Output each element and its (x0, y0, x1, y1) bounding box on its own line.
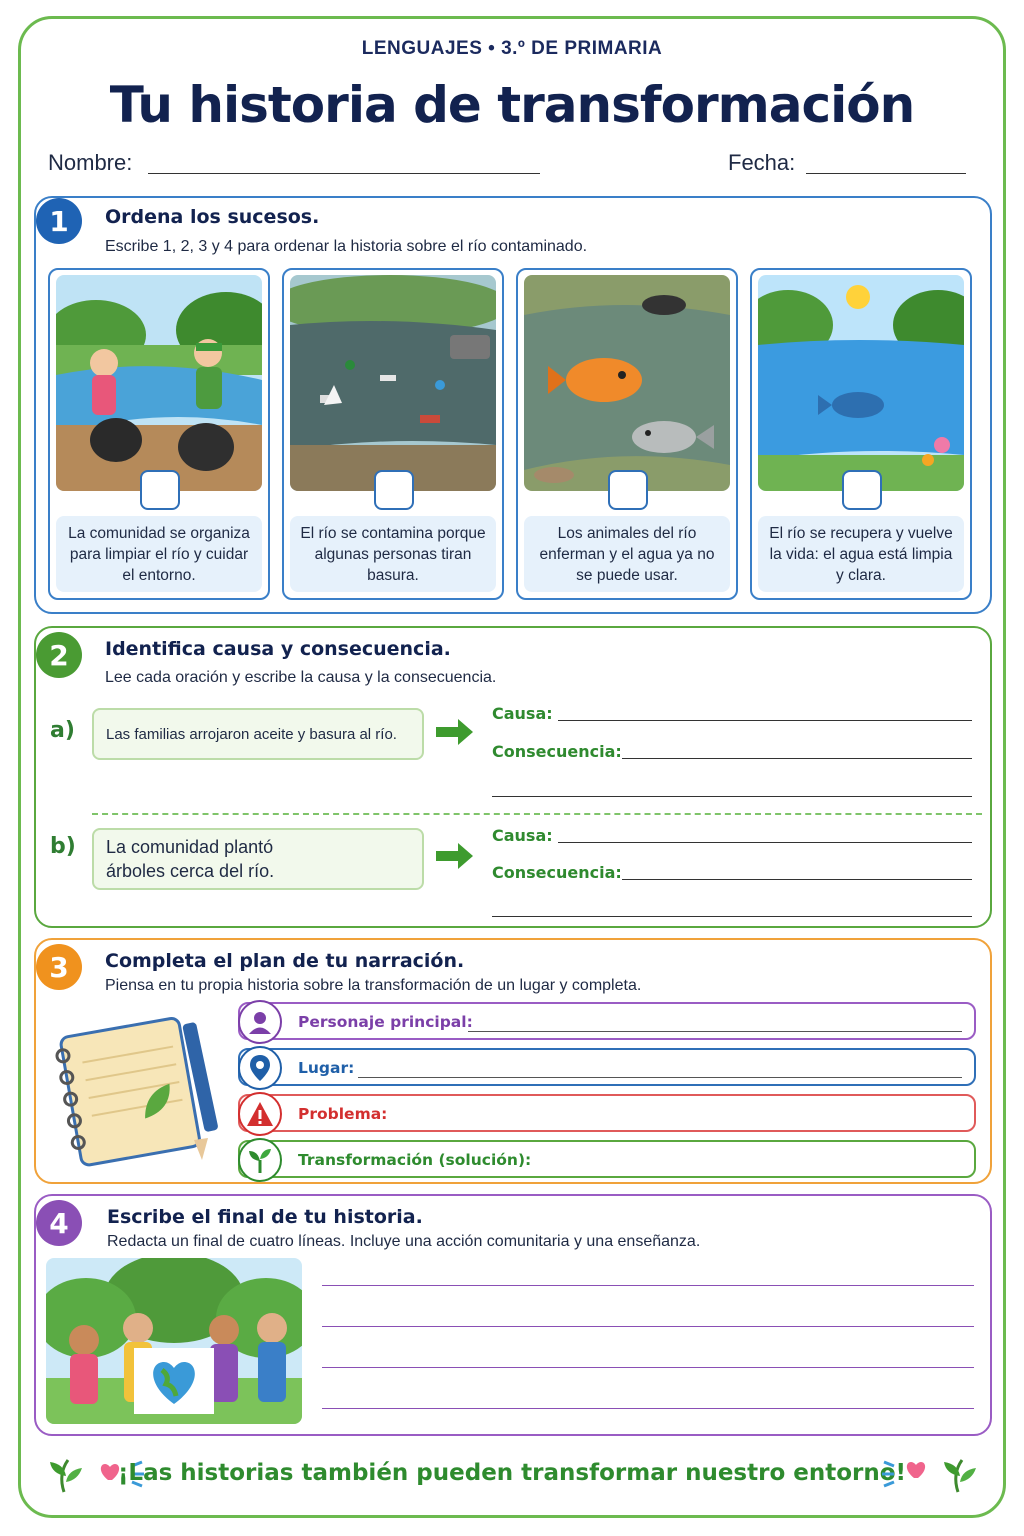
kids-earth-illustration (46, 1258, 302, 1424)
item-a-letter: a) (50, 718, 75, 743)
plan-line-main-character (468, 1031, 962, 1032)
item-a-consequence-line[interactable] (622, 758, 972, 759)
item-a-cause-line[interactable] (558, 720, 972, 721)
section-number-3: 3 (36, 944, 82, 990)
event-card-recovery (750, 268, 972, 600)
footer-message: ¡Las historias también pueden transformar nuestro entorno! (117, 1460, 907, 1486)
section-4-instruction: Redacta un final de cuatro líneas. Incluye una acción comunitaria y una enseñanza. (107, 1233, 701, 1250)
plan-line-place (358, 1077, 962, 1078)
event-card-pollution (282, 268, 504, 600)
order-input-3[interactable] (608, 470, 648, 510)
plan-row-transformation[interactable] (238, 1140, 976, 1178)
name-line (148, 173, 540, 174)
item-a-cause-label: Causa: (492, 704, 553, 723)
item-b-consequence-line-2[interactable] (492, 916, 972, 917)
warning-icon (238, 1092, 282, 1136)
order-input-2[interactable] (374, 470, 414, 510)
order-input-1[interactable] (140, 470, 180, 510)
name-field[interactable] (48, 150, 132, 176)
polluted-river-illustration (290, 275, 496, 491)
ending-line-1[interactable] (322, 1285, 974, 1286)
item-a-consequence-line-2[interactable] (492, 796, 972, 797)
plan-label-problem: Problema: (298, 1105, 388, 1123)
person-icon (238, 1000, 282, 1044)
cleanup-illustration (56, 275, 262, 491)
order-input-4[interactable] (842, 470, 882, 510)
ending-line-2[interactable] (322, 1326, 974, 1327)
event-card-sick-animals (516, 268, 738, 600)
name-label: Nombre: (48, 150, 133, 175)
clean-river-illustration (758, 275, 964, 491)
item-b-sentence (92, 828, 424, 890)
event-caption-3: Los animales del río enferman y el agua ya no se puede usar. (524, 516, 730, 592)
item-a-consequence-label: Consecuencia: (492, 742, 622, 761)
item-b-letter: b) (50, 834, 76, 859)
item-b-cause-label: Causa: (492, 826, 553, 845)
item-b-sentence-text: La comunidad plantó árboles cerca del río. (106, 837, 275, 881)
arrow-right-icon (436, 718, 474, 746)
section-1-title: Ordena los sucesos. (105, 206, 320, 228)
ending-line-3[interactable] (322, 1367, 974, 1368)
section-4-title: Escribe el final de tu historia. (107, 1206, 423, 1228)
plan-row-problem[interactable] (238, 1094, 976, 1132)
heart-leaf-decoration-icon (872, 1452, 984, 1496)
item-a-sentence-text: Las familias arrojaron aceite y basura al río. (106, 725, 397, 743)
plan-row-place[interactable] (238, 1048, 976, 1086)
item-b-cause-line[interactable] (558, 842, 972, 843)
location-pin-icon (238, 1046, 282, 1090)
section-3-instruction: Piensa en tu propia historia sobre la transformación de un lugar y completa. (105, 977, 642, 994)
page-title: Tu historia de transformación (109, 76, 915, 134)
date-label: Fecha: (728, 150, 796, 175)
event-caption-2: El río se contamina porque algunas personas tiran basura. (290, 516, 496, 592)
item-divider (92, 813, 982, 815)
plan-label-transformation: Transformación (solución): (298, 1151, 532, 1169)
item-b-consequence-line[interactable] (622, 879, 972, 880)
event-caption-1: La comunidad se organiza para limpiar el río y cuidar el entorno. (56, 516, 262, 592)
event-caption-4: El río se recupera y vuelve la vida: el agua está limpia y clara. (758, 516, 964, 592)
arrow-right-icon (436, 842, 474, 870)
section-1-instruction: Escribe 1, 2, 3 y 4 para ordenar la historia sobre el río contaminado. (105, 238, 588, 255)
notebook-pencil-icon (44, 1010, 224, 1168)
item-a-sentence (92, 708, 424, 760)
plan-row-main-character[interactable] (238, 1002, 976, 1040)
subject-heading: LENGUAJES • 3.º DE PRIMARIA (361, 38, 663, 59)
plan-label-place: Lugar: (298, 1059, 355, 1077)
sprout-icon (238, 1138, 282, 1182)
section-number-2: 2 (36, 632, 82, 678)
date-field[interactable] (728, 150, 795, 176)
date-line (806, 173, 966, 174)
section-3-title: Completa el plan de tu narración. (105, 950, 465, 972)
item-b-consequence-label: Consecuencia: (492, 863, 622, 882)
plan-label-main-character: Personaje principal: (298, 1013, 473, 1031)
event-card-cleanup (48, 268, 270, 600)
sick-fish-illustration (524, 275, 730, 491)
section-2-title: Identifica causa y consecuencia. (105, 638, 451, 660)
section-number-4: 4 (36, 1200, 82, 1246)
section-2-instruction: Lee cada oración y escribe la causa y la consecuencia. (105, 669, 497, 686)
ending-line-4[interactable] (322, 1408, 974, 1409)
section-number-1: 1 (36, 198, 82, 244)
